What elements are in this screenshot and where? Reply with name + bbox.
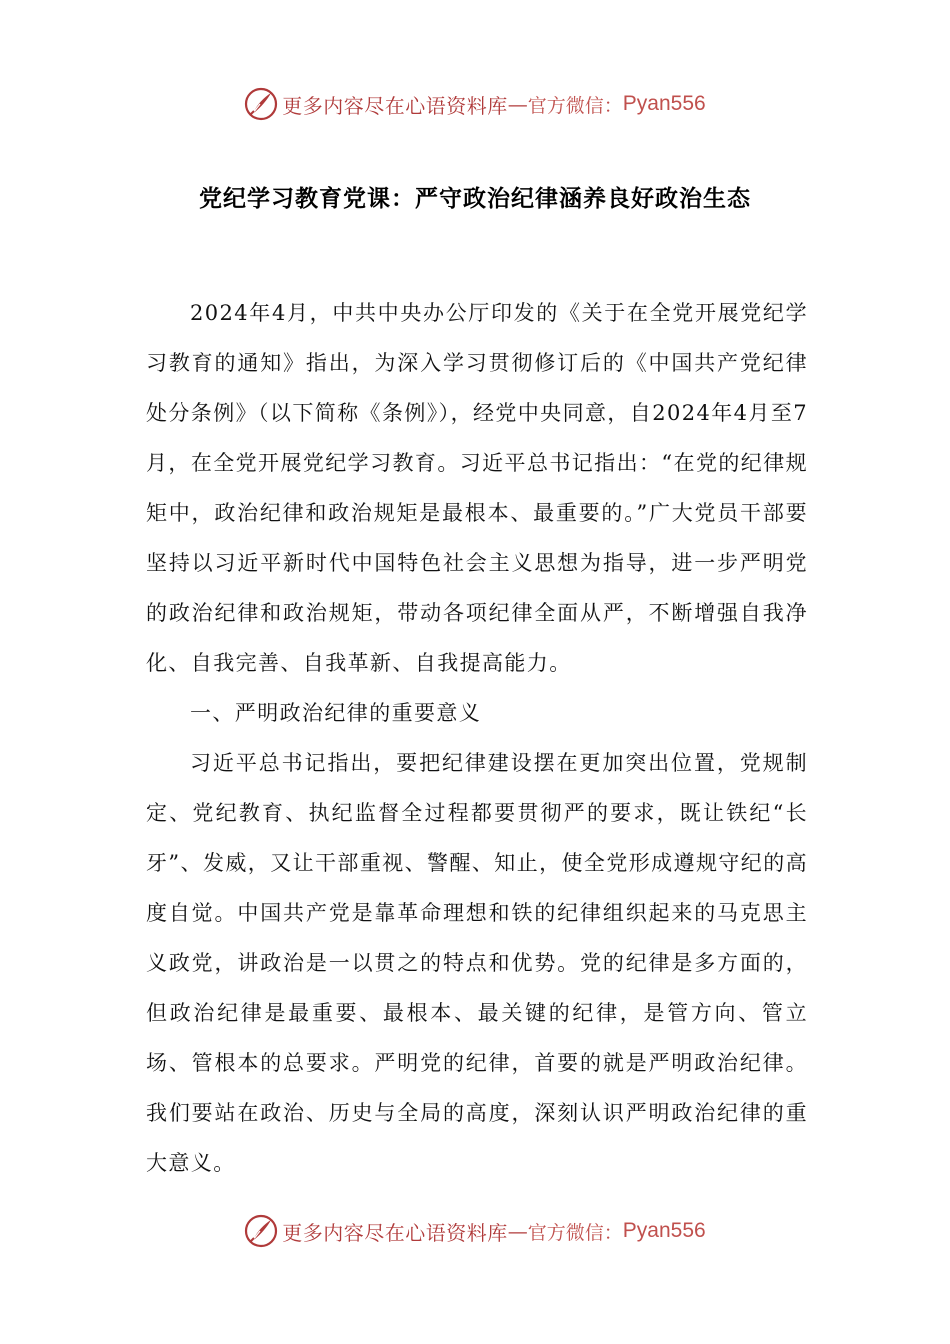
banner-text: 更多内容尽在心语资料库 bbox=[282, 93, 508, 118]
banner-separator: — bbox=[507, 92, 528, 116]
banner-wechat-id: Pyan556 bbox=[622, 1219, 706, 1242]
document-body bbox=[146, 288, 808, 1188]
banner-wechat-id: Pyan556 bbox=[622, 92, 706, 115]
banner-wechat-label: 官方微信： bbox=[527, 1221, 623, 1244]
quill-pen-icon bbox=[244, 1214, 278, 1248]
section-heading: 一、严明政治纪律的重要意义 bbox=[190, 701, 482, 725]
quill-pen-icon bbox=[244, 87, 278, 121]
paragraph-intro: 2024年4月，中共中央办公厅印发的《关于在全党开展党纪学习教育的通知》指出，为深入学习贯彻修订后的《中国共产党纪律处分条例》（以下简称《条例》），经党中央同意，自2024年4月至7月，在全党开展党纪学习教育。习近平总书记指出：“在党的纪律规矩中，政治纪律和政治规矩是最根本、最重要的。”广大党员干部要坚持以习近平新时代中国特色社会主义思想为指导，进一步严明党的政治纪律和政治规矩，带动各项纪律全面从严，不断增强自我净化、自我完善、自我革新、自我提高能力。 bbox=[146, 301, 808, 675]
paragraph-significance: 习近平总书记指出，要把纪律建设摆在更加突出位置，党规制定、党纪教育、执纪监督全过程都要贯彻严的要求，既让铁纪“长牙”、发威，又让干部重视、警醒、知止，使全党形成遵规守纪的高度自觉。中国共产党是靠革命理想和铁的纪律组织起来的马克思主义政党，讲政治是一以贯之的特点和优势。党的纪律是多方面的，但政治纪律是最重要、最根本、最关键的纪律，是管方向、管立场、管根本的总要求。严明党的纪律，首要的就是严明政治纪律。我们要站在政治、历史与全局的高度，深刻认识严明政治纪律的重大意义。 bbox=[146, 751, 808, 1175]
footer-banner bbox=[0, 1209, 950, 1253]
header-banner bbox=[0, 82, 950, 126]
banner-text: 更多内容尽在心语资料库 bbox=[282, 1220, 508, 1245]
banner-separator: — bbox=[507, 1219, 528, 1243]
banner-wechat-label: 官方微信： bbox=[527, 94, 623, 117]
document-title: 党纪学习教育党课：严守政治纪律涵养良好政治生态 bbox=[199, 186, 751, 212]
